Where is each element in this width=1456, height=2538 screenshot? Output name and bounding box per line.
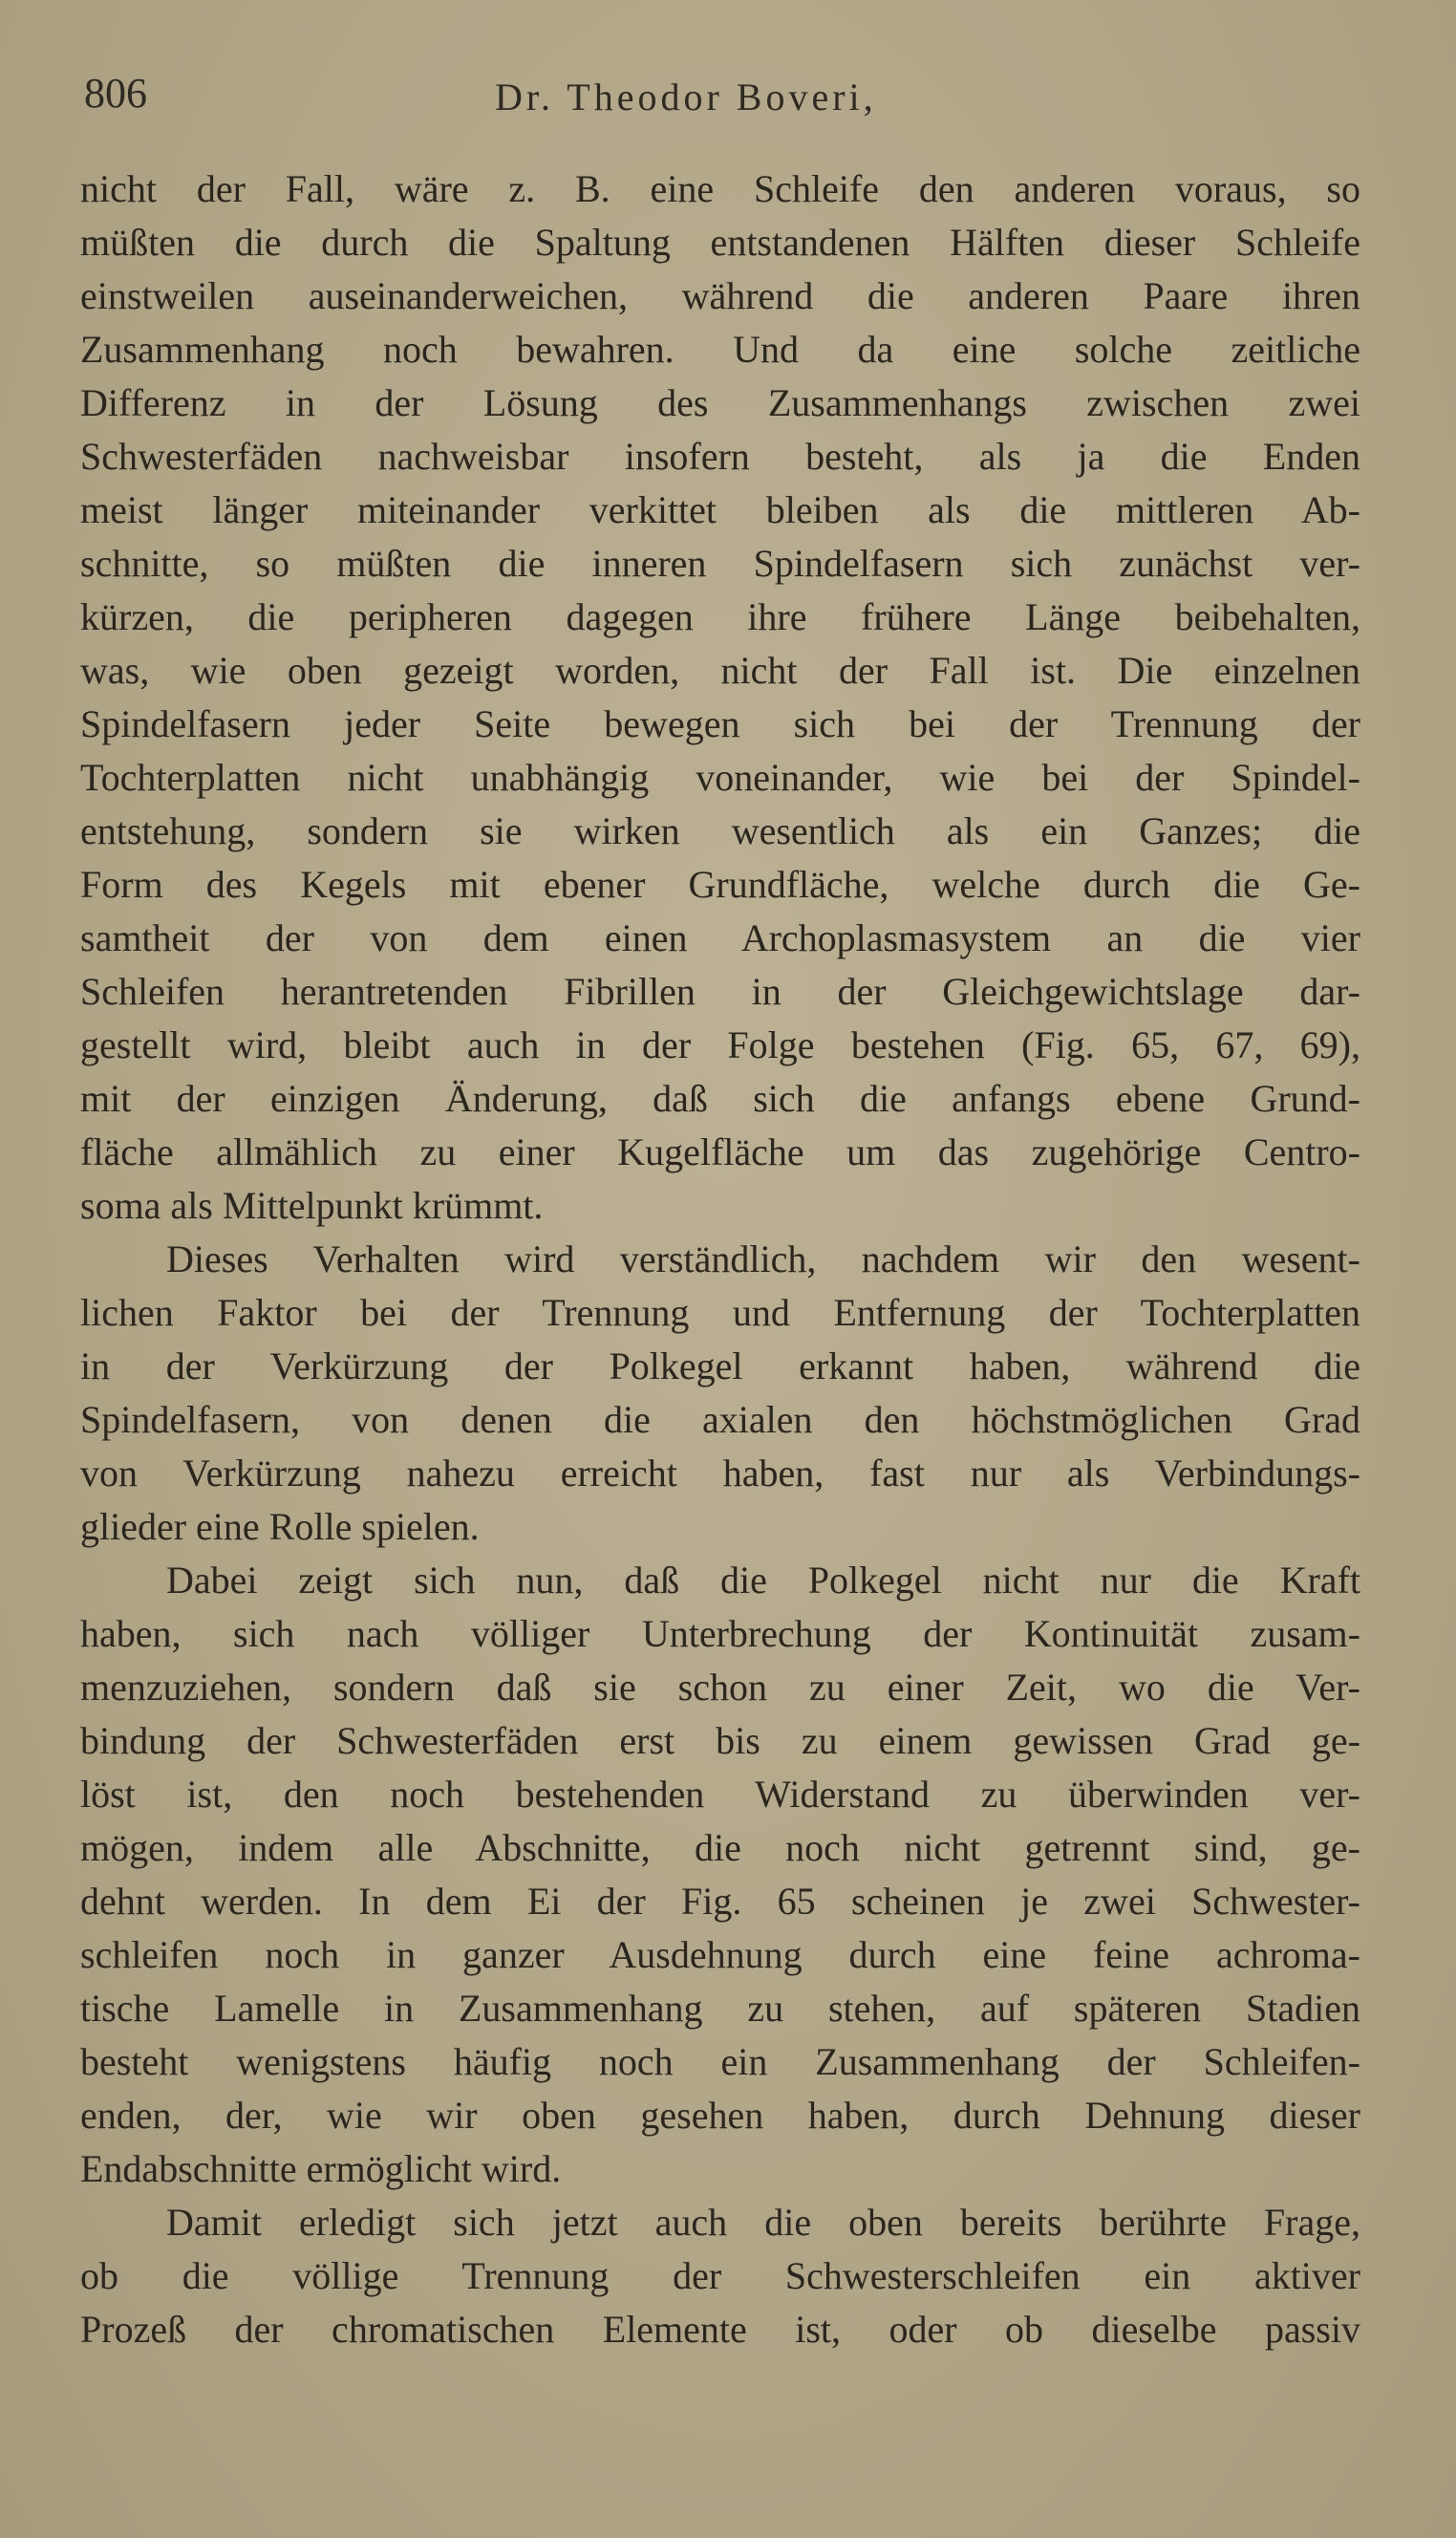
text-line: samtheit der von dem einen Archoplasmasystem an die vier xyxy=(80,916,1360,959)
text-line: Spindelfasern, von denen die axialen den höchstmöglichen Grad xyxy=(80,1398,1360,1441)
text-line: ob die völlige Trennung der Schwesterschleifen ein aktiver xyxy=(80,2254,1360,2297)
paragraph xyxy=(80,162,1360,1233)
text-line: gestellt wird, bleibt auch in der Folge bestehen (Fig. 65, 67, 69), xyxy=(80,1023,1360,1066)
paragraph xyxy=(80,1233,1360,1554)
text-line: besteht wenigstens häufig noch ein Zusammenhang der Schleifen- xyxy=(80,2040,1360,2083)
text-line: lichen Faktor bei der Trennung und Entfernung der Tochterplatten xyxy=(80,1291,1360,1334)
body-text xyxy=(80,162,1360,2356)
text-line: Dieses Verhalten wird verständlich, nachdem wir den wesent- xyxy=(166,1237,1360,1280)
text-line: Schwesterfäden nachweisbar insofern besteht, als ja die Enden xyxy=(80,435,1360,478)
text-line: bindung der Schwesterfäden erst bis zu einem gewissen Grad ge- xyxy=(80,1719,1360,1762)
text-line: Prozeß der chromatischen Elemente ist, oder ob dieselbe passiv xyxy=(80,2308,1360,2351)
text-line: was, wie oben gezeigt worden, nicht der Fall ist. Die einzelnen xyxy=(80,649,1360,692)
running-head: Dr. Theodor Boveri, xyxy=(495,75,877,118)
text-line: müßten die durch die Spaltung entstandenen Hälften dieser Schleife xyxy=(80,221,1360,264)
text-line: haben, sich nach völliger Unterbrechung der Kontinuität zusam- xyxy=(80,1612,1360,1655)
text-line: schnitte, so müßten die inneren Spindelfasern sich zunächst ver- xyxy=(80,542,1360,585)
text-line: von Verkürzung nahezu erreicht haben, fast nur als Verbindungs- xyxy=(80,1452,1360,1495)
page-number: 806 xyxy=(84,70,147,117)
paragraph xyxy=(80,2196,1360,2356)
text-line: Dabei zeigt sich nun, daß die Polkegel nicht nur die Kraft xyxy=(166,1559,1360,1602)
text-line: Form des Kegels mit ebener Grundfläche, welche durch die Ge- xyxy=(80,863,1360,906)
text-line: Damit erledigt sich jetzt auch die oben bereits berührte Frage, xyxy=(166,2201,1360,2244)
text-line: in der Verkürzung der Polkegel erkannt haben, während die xyxy=(80,1344,1360,1387)
paragraph xyxy=(80,1554,1360,2196)
text-line: löst ist, den noch bestehenden Widerstand zu überwinden ver- xyxy=(80,1773,1360,1816)
text-line: menzuziehen, sondern daß sie schon zu einer Zeit, wo die Ver- xyxy=(80,1666,1360,1709)
text-line: Zusammenhang noch bewahren. Und da eine solche zeitliche xyxy=(80,328,1360,371)
text-line: entstehung, sondern sie wirken wesentlich als ein Ganzes; die xyxy=(80,809,1360,852)
text-line: soma als Mittelpunkt krümmt. xyxy=(80,1184,544,1227)
text-line: einstweilen auseinanderweichen, während die anderen Paare ihren xyxy=(80,274,1360,317)
text-line: Endabschnitte ermöglicht wird. xyxy=(80,2147,562,2190)
page-header xyxy=(84,69,1370,126)
text-line: Schleifen herantretenden Fibrillen in der Gleichgewichtslage dar- xyxy=(80,970,1360,1013)
text-line: schleifen noch in ganzer Ausdehnung durch eine feine achroma- xyxy=(80,1933,1360,1976)
text-line: Spindelfasern jeder Seite bewegen sich bei der Trennung der xyxy=(80,702,1360,745)
text-line: glieder eine Rolle spielen. xyxy=(80,1505,480,1548)
text-line: enden, der, wie wir oben gesehen haben, durch Dehnung dieser xyxy=(80,2094,1360,2137)
text-line: nicht der Fall, wäre z. B. eine Schleife den anderen voraus, so xyxy=(80,167,1360,210)
text-line: tische Lamelle in Zusammenhang zu stehen, auf späteren Stadien xyxy=(80,1987,1360,2030)
text-line: mit der einzigen Änderung, daß sich die anfangs ebene Grund- xyxy=(80,1077,1360,1120)
text-line: Tochterplatten nicht unabhängig voneinander, wie bei der Spindel- xyxy=(80,756,1360,799)
text-line: mögen, indem alle Abschnitte, die noch nicht getrennt sind, ge- xyxy=(80,1826,1360,1869)
text-line: dehnt werden. In dem Ei der Fig. 65 scheinen je zwei Schwester- xyxy=(80,1880,1360,1923)
text-line: fläche allmählich zu einer Kugelfläche um das zugehörige Centro- xyxy=(80,1130,1360,1173)
text-line: meist länger miteinander verkittet bleiben als die mittleren Ab- xyxy=(80,488,1360,531)
text-line: kürzen, die peripheren dagegen ihre frühere Länge beibehalten, xyxy=(80,595,1360,638)
text-line: Differenz in der Lösung des Zusammenhangs zwischen zwei xyxy=(80,381,1360,424)
